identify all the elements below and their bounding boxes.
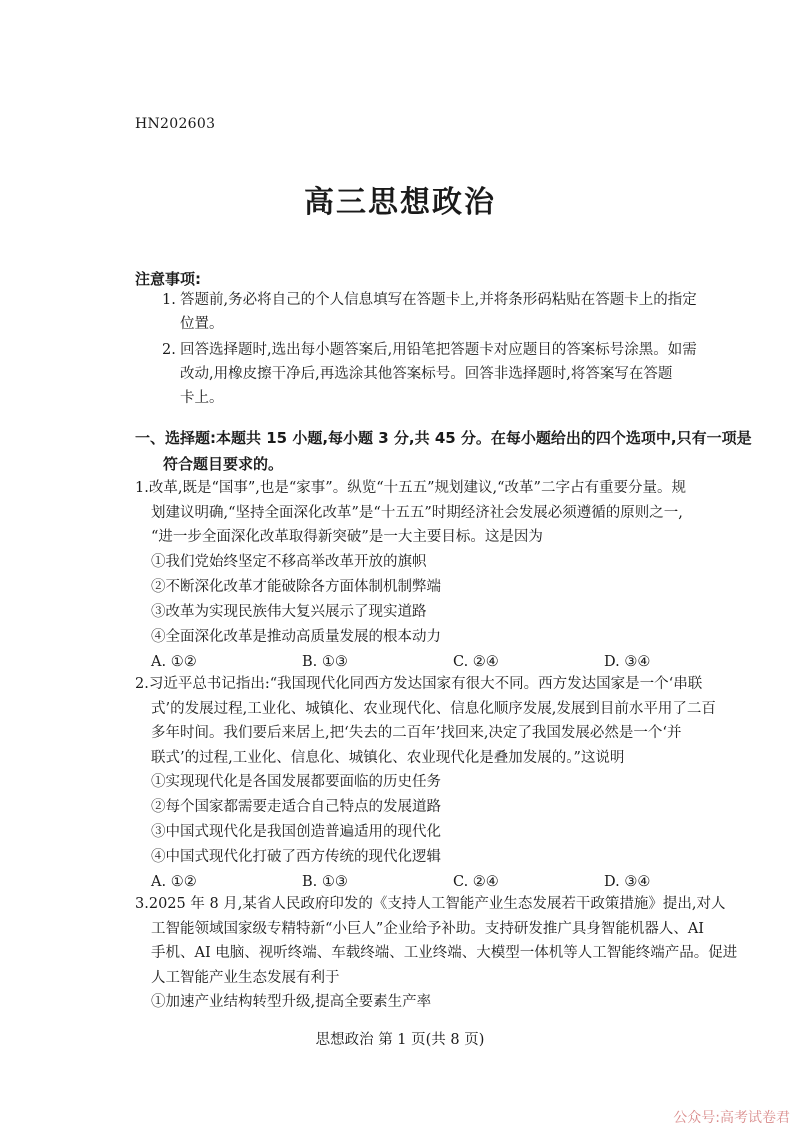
notice-item-2 bbox=[162, 338, 757, 410]
section-heading-line: 符合题目要求的。 bbox=[163, 455, 284, 473]
question-stem: 划建议明确,“坚持全面深化改革”是“十五五”时期经济社会发展必须遵循的原则之一, bbox=[151, 504, 683, 521]
exam-code: HN202603 bbox=[135, 116, 216, 132]
question-number: 2. bbox=[135, 676, 149, 692]
answer-choice-b: B. ①③ bbox=[302, 874, 348, 890]
question-stem: 人工智能产业生态发展有利于 bbox=[151, 969, 340, 986]
answer-choice-c: C. ②④ bbox=[453, 653, 499, 670]
notice-item-number: 2. bbox=[162, 342, 176, 358]
statement-option: ④全面深化改革是推动高质量发展的根本动力 bbox=[151, 628, 441, 645]
notice-item-text: 卡上。 bbox=[180, 390, 224, 406]
question-stem: 习近平总书记指出:“我国现代化同西方发达国家有很大不同。西方发达国家是一个‘串联 bbox=[148, 676, 703, 692]
notice-item-text: 答题前,务必将自己的个人信息填写在答题卡上,并将条形码粘贴在答题卡上的指定 bbox=[180, 292, 697, 308]
notice-item-text: 改动,用橡皮擦干净后,再选涂其他答案标号。回答非选择题时,将答案写在答题 bbox=[180, 366, 673, 382]
statement-option: ③中国式现代化是我国创造普遍适用的现代化 bbox=[151, 824, 441, 840]
question-stem: 式’的发展过程,工业化、城镇化、农业现代化、信息化顺序发展,发展到目前水平用了二百 bbox=[151, 700, 716, 717]
statement-option: ④中国式现代化打破了西方传统的现代化逻辑 bbox=[151, 849, 441, 865]
statement-option: ①加速产业结构转型升级,提高全要素生产率 bbox=[151, 994, 432, 1010]
answer-choice-d: D. ③④ bbox=[604, 874, 651, 890]
answer-choice-a: A. ①② bbox=[151, 874, 197, 890]
page-footer: 思想政治 第 1 页(共 8 页) bbox=[315, 1032, 485, 1048]
notice-heading: 注意事项: bbox=[135, 270, 201, 288]
question-stem: 工智能领域国家级专精特新“小巨人”企业给予补助。支持研发推广具身智能机器人、AI bbox=[151, 920, 705, 937]
statement-option: ①实现现代化是各国发展都要面临的历史任务 bbox=[151, 774, 441, 790]
statement-option: ②不断深化改革才能破除各方面体制机制弊端 bbox=[151, 578, 441, 595]
notice-item-1 bbox=[162, 288, 757, 336]
answer-choice-a: A. ①② bbox=[151, 653, 197, 670]
answer-choices bbox=[135, 650, 755, 675]
question-stem: 2025 年 8 月,某省人民政府印发的《支持人工智能产业生态发展若干政策措施》提出,对人 bbox=[148, 896, 726, 912]
question-2 bbox=[135, 672, 755, 895]
question-stem: 联式’的过程,工业化、信息化、城镇化、农业现代化是叠加发展的。”这说明 bbox=[151, 749, 625, 766]
watermark-text: 公众号:高考试卷君 bbox=[673, 1110, 790, 1126]
notice-item-number: 1. bbox=[162, 292, 176, 308]
statement-option: ③改革为实现民族伟大复兴展示了现实道路 bbox=[151, 603, 427, 620]
section-heading bbox=[135, 425, 755, 477]
notice-item-text: 回答选择题时,选出每小题答案后,用铅笔把答题卡对应题目的答案标号涂黑。如需 bbox=[180, 342, 697, 358]
answer-choice-b: B. ①③ bbox=[302, 653, 348, 670]
statement-option: ①我们党始终坚定不移高举改革开放的旗帜 bbox=[151, 553, 427, 570]
question-stem: “进一步全面深化改革取得新突破”是一大主要目标。这是因为 bbox=[151, 529, 543, 545]
question-stem: 改革,既是“国事”,也是“家事”。纵览“十五五”规划建议,“改革”二字占有重要分量。规 bbox=[148, 480, 686, 496]
section-heading-line: 一、选择题:本题共 15 小题,每小题 3 分,共 45 分。在每小题给出的四个选项中,只有一项是 bbox=[135, 429, 752, 447]
notice-item-text: 位置。 bbox=[180, 316, 224, 332]
question-stem: 多年时间。我们要后来居上,把‘失去的二百年’找回来,决定了我国发展必然是一个‘并 bbox=[151, 725, 682, 741]
statement-option: ②每个国家都需要走适合自己特点的发展道路 bbox=[151, 799, 441, 815]
question-stem: 手机、AI 电脑、视听终端、车载终端、工业终端、大模型一体机等人工智能终端产品。促进 bbox=[151, 945, 738, 961]
question-3 bbox=[135, 892, 755, 1015]
answer-choice-c: C. ②④ bbox=[453, 874, 499, 890]
answer-choice-d: D. ③④ bbox=[604, 653, 651, 670]
question-1 bbox=[135, 476, 755, 675]
page-title: 高三思想政治 bbox=[304, 185, 496, 220]
question-number: 1. bbox=[135, 480, 149, 496]
question-number: 3. bbox=[135, 896, 149, 912]
